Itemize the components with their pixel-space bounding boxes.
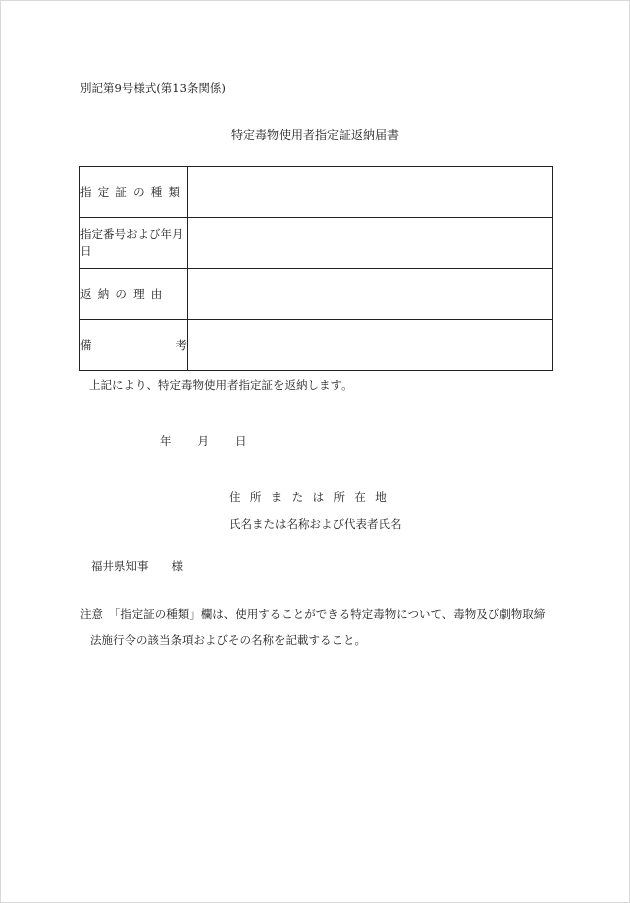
remarks-label: [80, 320, 188, 371]
note-line-2: 法施行令の該当条項およびその名称を記載すること。: [90, 633, 366, 647]
table-row: [80, 218, 553, 269]
remarks-label-right: 考: [175, 338, 187, 352]
remarks-label-left: 備: [80, 338, 92, 352]
certificate-type-label: 指定証の種類: [80, 167, 188, 218]
table-row: [80, 320, 553, 371]
addressee: 福井県知事 様: [91, 559, 183, 573]
designation-number-date-field[interactable]: [188, 218, 553, 269]
table-row: [80, 269, 553, 320]
form-number: 別記第9号様式(第13条関係): [80, 81, 226, 95]
name-label: 氏名または名称および代表者氏名: [229, 517, 402, 531]
address-label: 住所または所在地: [229, 490, 397, 504]
document-title: 特定毒物使用者指定証返納届書: [230, 128, 399, 142]
date-day: 日: [235, 434, 247, 448]
date-line: [160, 433, 247, 449]
date-month: 月: [197, 434, 209, 448]
return-reason-field[interactable]: [188, 269, 553, 320]
note-line-1: 注意 「指定証の種類」欄は、使用することができる特定毒物について、毒物及び劇物取締: [80, 607, 546, 621]
designation-number-date-label: 指定番号および年月日: [80, 218, 188, 269]
statement-text: 上記により、特定毒物使用者指定証を返納します。: [89, 378, 353, 392]
form-table: [79, 166, 553, 371]
table-row: [80, 167, 553, 218]
date-year: 年: [160, 434, 172, 448]
return-reason-label: 返納の理由: [80, 269, 188, 320]
certificate-type-field[interactable]: [188, 167, 553, 218]
remarks-field[interactable]: [188, 320, 553, 371]
